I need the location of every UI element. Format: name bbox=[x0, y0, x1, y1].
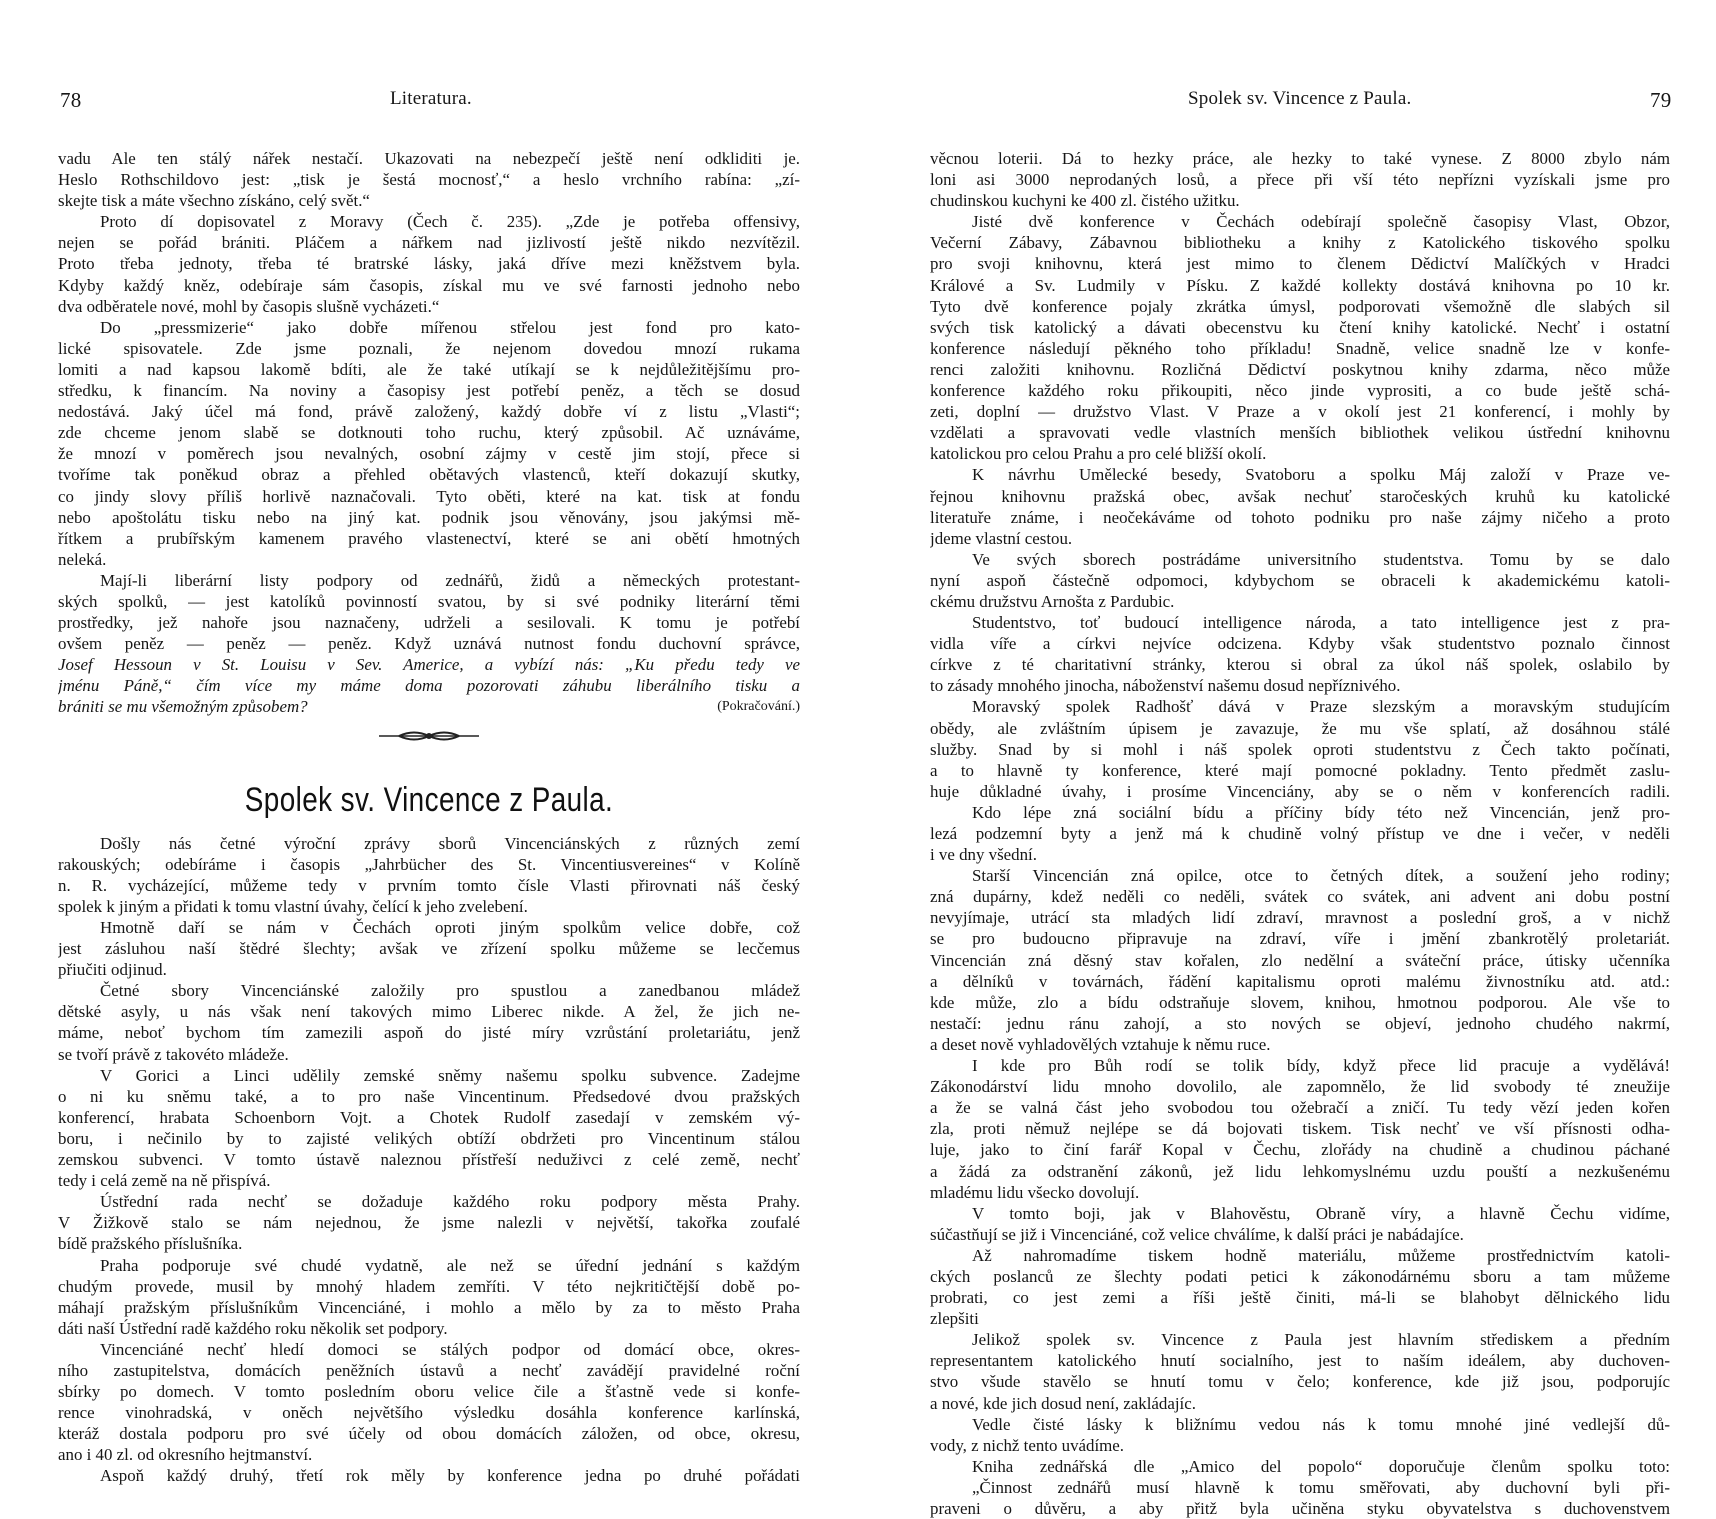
text-line: vidla víře a církvi nejvíce odcizena. Kdyby však studentstvo poznalo činnost bbox=[930, 634, 1670, 654]
text-line: praveni o důvěru, a aby přitž byla učiněna styku obyvatelstva s duchovenstvem bbox=[930, 1499, 1670, 1518]
left-running-head: Literatura. bbox=[390, 88, 472, 109]
text-line: a nové, kde jich dosud není, zakládajíc. bbox=[930, 1393, 1196, 1413]
continued-note: (Pokračování.) bbox=[717, 699, 800, 715]
ornamental-rule-icon bbox=[58, 726, 800, 746]
text-line: Zákonodárství lidu mnoho dovolilo, ale zapomnělo, že lid svobody té zneužije bbox=[930, 1077, 1670, 1097]
text-line: lomiti a nad kapsou lakomě bdíti, ale že také utíkají se k nejdůležitějšímu pro- bbox=[58, 359, 800, 379]
text-line: neleká. bbox=[58, 549, 107, 569]
text-line: věcnou loterii. Dá to hezky práce, ale hezky to také vynese. Z 8000 zbylo nám bbox=[930, 149, 1670, 168]
text-line: Proto dí dopisovatel z Moravy (Čech č. 235). „Zde je potřeba offensivy, bbox=[100, 212, 800, 232]
text-line: Kdyby každý kněz, odebíraje sám časopis, získal mu ve své farnosti jednoho nebo bbox=[58, 275, 800, 295]
text-line: „Činnost zednářů musí hlavně k tomu směřovati, aby duchovní byli při- bbox=[972, 1477, 1670, 1497]
text-line: pro svoji knihovnu, která jest mimo to členem Dědictví Malíčkých v Hradci bbox=[930, 254, 1670, 274]
text-line: jest zásluhou naší štědré šlechty; avšak ve zřízení spolku můžeme se lecčemus bbox=[58, 939, 800, 959]
closing-quote-text: brániti se mu všemožným způsobem? bbox=[58, 697, 308, 717]
text-line: lezá podzemní byty a jenž má k chudině volný přístup ve dne i večer, v neděli bbox=[930, 824, 1670, 843]
text-line: I kde pro Bůh rodí se tolik bídy, když přece lid pracuje a vydělává! bbox=[972, 1056, 1670, 1076]
text-line: Heslo Rothschildovo jest: „tisk je šestá mocnosť,“ a heslo vrchního rabína: „zí- bbox=[58, 170, 800, 190]
text-line: Proto třeba jednoty, třeba té bratrské lásky, jaká dříve mezi kněžstvem byla. bbox=[58, 254, 800, 274]
text-line: Kniha zednářská dle „Amico del popolo“ doporučuje členům spolku toto: bbox=[972, 1456, 1670, 1476]
text-line: probrati, co jest zemi a říši ještě činiti, má-li se blahobyt dělnického lidu bbox=[930, 1288, 1670, 1308]
text-line: dětské asyly, u nás však není takových mimo Liberec nikde. A žel, že jich ne- bbox=[58, 1002, 800, 1022]
text-line: renci založiti knihovnu. Rozličná Dědictví poskytnou knihy zdarma, něco může bbox=[930, 359, 1670, 379]
text-line: ských spolků, — jest katolíků povinností svatou, by si své podniky literární těmi bbox=[58, 591, 800, 611]
text-line: spolek k jiným a přidati k tomu vlastní úvahy, čelící k jeho zvelebení. bbox=[58, 896, 528, 916]
right-column bbox=[930, 148, 1670, 1519]
text-line: zeti, doplní — družstvo Vlast. V Praze a v okolí jest 21 konferencí, i mohly by bbox=[930, 402, 1670, 422]
text-line: obědy, ale zvláštním úpisem je zavazuje, že mu vše splatí, až dosáhnou stálé bbox=[930, 718, 1670, 738]
text-line: kde může, zlo a bídu odstraňuje slovem, knihou, hmotnou podporou. Ale vše to bbox=[930, 992, 1670, 1012]
text-line: rence vinohradská, v oněch největšího výsledku dosáhla konference karlínská, bbox=[58, 1403, 800, 1423]
text-line: lické spisovatele. Zde jsme poznali, že nejenom dovedou mnozí rukama bbox=[58, 338, 800, 358]
text-line: to zásady mnohého jinocha, náboženství našemu dosud nepříznivého. bbox=[930, 676, 1401, 696]
text-line: V Gorici a Linci udělily zemské sněmy našemu spolku subvence. Zadejme bbox=[100, 1065, 800, 1085]
text-line: V Žižkově stalo se nám nejednou, že jsme nalezli v největší, takořka zoufalé bbox=[58, 1213, 800, 1233]
text-line: stvo všude stavělo se hnutí tomu v čelo; konference, kde již jsou, podporujíc bbox=[930, 1372, 1670, 1392]
text-line: Až nahromadíme tiskem hodně materiálu, můžeme prostřednictvím katoli- bbox=[972, 1245, 1670, 1265]
text-line: skejte tisk a máte všechno získáno, celý svět.“ bbox=[58, 191, 370, 211]
text-line: súčastňují se již i Vincenciáné, což velice chválíme, k další práci je nabádajíce. bbox=[930, 1224, 1464, 1244]
text-line: Studentstvo, toť budoucí intelligence národa, a tato intelligence jest z pra- bbox=[972, 613, 1670, 633]
text-line: i ve dny všední. bbox=[930, 845, 1037, 865]
text-line: Došly nás četné výroční zprávy sborů Vincenciánských z různých zemí bbox=[100, 833, 800, 853]
text-line: Četné sbory Vincenciánské založily pro spustlou a zanedbanou mládež bbox=[100, 981, 800, 1001]
text-line: Praha podporuje své chudé vydatně, ale než se úřední jednání s každým bbox=[100, 1255, 800, 1275]
text-line: vzdělati a spravovati vedle vlastních menších bibliothek velikou ústřední knihovnu bbox=[930, 423, 1670, 443]
text-line: se tvoří právě z takovéto mládeže. bbox=[58, 1044, 289, 1064]
text-line: se pro budoucno připravuje na zdraví, víře i jmění zbankrotělý proletariát. bbox=[930, 929, 1670, 949]
text-line: ovšem peněz — peněz — peněz. Když uznává nutnost fondu duchovní správce, bbox=[58, 634, 800, 654]
text-line: ckých poslanců ze šlechty podati petici k zákonodárnému sboru a tam můžeme bbox=[930, 1266, 1670, 1286]
text-line: máhají pražským příslušníkům Vincenciáné, i mohlo a mělo by za to město Praha bbox=[58, 1297, 800, 1317]
text-line: katolickou pro celou Prahu a pro celé bližší okolí. bbox=[930, 444, 1267, 464]
text-line: Tyto dvě konference pojaly zkrátka úmysl, podporovati všemožně dle slabých sil bbox=[930, 296, 1670, 316]
text-line: sbírky po domech. V tomto posledním oboru velice čile a šťastně vede si konfe- bbox=[58, 1382, 800, 1402]
text-line: ního zastupitelstva, domácích peněžních ústavů a nechť zavádějí pravidelné roční bbox=[58, 1360, 800, 1380]
text-line: přiučiti odjinud. bbox=[58, 960, 167, 980]
text-line: huje důkladné úvahy, i prosíme Vincenciány, aby se o něm v konferencích radili. bbox=[930, 781, 1670, 801]
text-line: Starší Vincencián zná opilce, otce to četných dítek, a soužení jeho rodiny; bbox=[972, 866, 1670, 886]
text-line: konference následují pěkného toho příkladu! Snadně, velice snadně lze v konfe- bbox=[930, 338, 1670, 358]
text-line: Králové a Sv. Ludmily v Písku. Z každé kollekty dostává knihovna po 10 kr. bbox=[930, 275, 1670, 295]
text-line: služby. Snad by si mohl i náš spolek oproti studentstvu z Čech takto počínati, bbox=[930, 739, 1670, 759]
text-line: prostředky, jež nahoře jsou naznačeny, udrželi a sesilovali. K tomu je potřebí bbox=[58, 613, 800, 633]
text-line: vadu Ale ten stálý nářek nestačí. Ukazovati na nebezpečí ještě není odkliditi je. bbox=[58, 149, 800, 168]
text-line: konferencí, hrabata Schoenborn Vojt. a Chotek Rudolf zasedají v zemském vý- bbox=[58, 1107, 800, 1127]
text-line: Moravský spolek Radhošť dává v Praze slezským a moravským studujícím bbox=[972, 697, 1670, 717]
text-line: mladému lidu všecko dovolují. bbox=[930, 1182, 1140, 1202]
text-line: V tomto boji, jak v Blahověstu, Obraně víry, a hlavně Čechu vidíme, bbox=[972, 1203, 1670, 1223]
text-line: Večerní Zábavy, Zábavnou bibliotheku a knihy z Katolického tiskového spolku bbox=[930, 233, 1670, 253]
text-line: a žádá za odstranění zákonů, jež lidu lehkomyslnému uzdu pouští a nezkušenému bbox=[930, 1161, 1670, 1181]
text-line: ano i 40 zl. od okresního hejtmanství. bbox=[58, 1445, 313, 1465]
text-line: jdeme vlastní cestou. bbox=[930, 528, 1073, 548]
text-line: a to hlavně ty konference, které mají pomocné pokladny. Tento předmět zaslu- bbox=[930, 760, 1670, 780]
text-line: nejen se pořád brániti. Pláčem a nářkem nad jizlivostí ještě nikdo nezvítězil. bbox=[58, 233, 800, 253]
text-line: literatuře známe, i neočekáváme od tohoto podniku pro naše zájmy ničeho a proto bbox=[930, 507, 1670, 527]
text-line: o ni ku sněmu také, a to pro naše Vincentinum. Předsedové dvou pražských bbox=[58, 1086, 800, 1106]
text-line: svých tisk katolický a dávati obecenstvu ku čtení knihy katolické. Nechť i ostatní bbox=[930, 317, 1670, 337]
text-line: nestačí: jednu ránu zahojí, a sto nových se objeví, jednoho chudého nakrmí, bbox=[930, 1013, 1670, 1033]
text-line: vody, z nichž tento uvádíme. bbox=[930, 1435, 1125, 1455]
text-line: Ve svých sborech postrádáme universitního studentstva. Tomu by se dalo bbox=[972, 549, 1670, 569]
text-line: nyní aspoň částečně odpomoci, kdybychom se obraceli k akademickému katoli- bbox=[930, 570, 1670, 590]
text-line: nedostává. Jaký účel má fond, právě založený, každý dobře ví z listu „Vlasti“; bbox=[58, 402, 800, 422]
text-line: rakouských; odebíráme i časopis „Jahrbücher des St. Vincentiusvereines“ v Kolíně bbox=[58, 854, 800, 874]
text-line: Vedle čisté lásky k bližnímu vedou nás k tomu mnohé jiné vedlejší dů- bbox=[972, 1414, 1670, 1434]
article-title: Spolek sv. Vincence z Paula. bbox=[244, 780, 614, 819]
text-line: že mnozí v poměrech jsou nevalných, osobní zájmy v cestě jim stojí, přece si bbox=[58, 444, 800, 464]
text-line-with-note bbox=[58, 696, 800, 717]
text-line: ckému družstvu Arnošta z Pardubic. bbox=[930, 591, 1175, 611]
left-column bbox=[58, 148, 800, 1487]
text-line: Ústřední rada nechť se dožaduje každého roku podpory města Prahy. bbox=[100, 1192, 800, 1212]
text-line: co jindy slovy příliš horlivě naznačovali. Tyto oběti, které na kat. tisk at fondu bbox=[58, 486, 800, 506]
text-line: kteráž dostala podporu pro své účely od obou domácích záložen, od obce, okresu, bbox=[58, 1424, 800, 1444]
text-line: Vincencián zná děsný stav kořalen, zlo nedělní a sváteční práce, útisky učenníka bbox=[930, 950, 1670, 970]
text-line: Jelikož spolek sv. Vincence z Paula jest hlavním střediskem a předním bbox=[972, 1330, 1670, 1350]
text-line: středku, k financím. Na noviny a časopisy jest potřebí peněz, a těch se dosud bbox=[58, 381, 800, 401]
text-line: Hmotně daří se nám v Čechách oproti jiným spolkům velice dobře, což bbox=[100, 918, 800, 937]
text-line: zná dupárny, kdež neděli co neděli, svátek co svátek, ani advent ani dobu postní bbox=[930, 887, 1670, 907]
text-line: zemskou subvenci. V tomto ústavě naleznou přístřeší neduživci z celé země, nechť bbox=[58, 1150, 800, 1170]
right-page-number: 79 bbox=[1650, 88, 1672, 112]
text-line: Aspoň každý druhý, třetí rok měly by konference jedna po druhé pořádati bbox=[100, 1466, 800, 1486]
text-line: chudinskou kuchyni ke 400 zl. čistého užitku. bbox=[930, 191, 1240, 211]
left-page bbox=[0, 0, 858, 1500]
text-line: Josef Hessoun v St. Louisu v Sev. Americe, a vybízí nás: „Ku předu tedy ve bbox=[58, 655, 800, 675]
text-line: a dělníků v továrnách, řádění kapitalismu oproti malému živnostníku atd. atd.: bbox=[930, 971, 1670, 991]
text-line: nevyjímaje, utrácí sta mladých lidí zdraví, mravnost a poslední groš, a v nichž bbox=[930, 908, 1670, 928]
text-line: Mají-li liberární listy podpory od zednářů, židů a německých protestant- bbox=[100, 570, 800, 590]
text-line: konference každého roku přikoupiti, něco jinde vyprositi, a co bude ještě schá- bbox=[930, 381, 1670, 401]
text-line: jménu Páně,“ čím více my máme doma pozorovati záhubu liberálního tisku a bbox=[58, 676, 800, 696]
text-line: Vincenciáné nechť hledí domoci se stálých podpor od domácí obce, okres- bbox=[100, 1339, 800, 1359]
text-line: řejnou knihovnu pražská obec, avšak nechuť staročeských kruhů ku katolické bbox=[930, 486, 1670, 506]
text-line: tvoříme tak poněkud obraz a přehled obětavých vlastenců, kteří dokazují skutky, bbox=[58, 465, 800, 485]
text-line: representantem katolického hnutí socialního, jest to naším ideálem, aby duchoven- bbox=[930, 1351, 1670, 1371]
text-line: církve z té charitativní stránky, kterou si obral za úkol náš spolek, oslabilo by bbox=[930, 655, 1670, 675]
text-line: a že se valná část jeho svobodou tou ožebračí a zničí. Tu tedy vězí jeden kořen bbox=[930, 1098, 1670, 1118]
text-line: K návrhu Umělecké besedy, Svatoboru a spolku Máj založí v Praze ve- bbox=[972, 465, 1670, 485]
text-line: dáti naší Ústřední radě každého roku několik set podpory. bbox=[58, 1318, 448, 1338]
text-line: bídě pražského příslušníka. bbox=[58, 1234, 243, 1254]
right-page bbox=[858, 0, 1716, 1518]
text-line: Kdo lépe zná sociální bídu a příčiny bídy této než Vincencián, jenž pro- bbox=[972, 802, 1670, 822]
text-line: a deset nově vyhladovělých vztahuje k němu ruce. bbox=[930, 1034, 1271, 1054]
text-line: zla, proti němuž nejlépe se dá bojovati tiskem. Tisk nechť ve vší přísnosti odha- bbox=[930, 1119, 1670, 1139]
text-line: loni asi 3000 neprodaných losů, a přece při vší této nepřízni vyzískali jsme pro bbox=[930, 170, 1670, 190]
right-running-head: Spolek sv. Vincence z Paula. bbox=[1188, 88, 1412, 109]
text-line: Do „pressmizerie“ jako dobře mířenou střelou jest fond pro kato- bbox=[100, 317, 800, 337]
text-line: tedy i celá země na ně přispívá. bbox=[58, 1171, 271, 1191]
text-line: nebo apoštolátu tisku nebo na jiný kat. podnik jsou věnovány, jsou jakýmsi mě- bbox=[58, 507, 800, 527]
text-line: řítkem a prubířským kamenem pravého vlastenectví, které se ani obětí hmotných bbox=[58, 528, 800, 548]
text-line: zde chceme jenom slabě se dotknouti toho ruchu, který způsobil. Ač uznáváme, bbox=[58, 423, 800, 443]
text-line: zlepšiti bbox=[930, 1309, 979, 1329]
text-line: dva odběratele nové, mohl by časopis slušně vycházeti.“ bbox=[58, 296, 440, 316]
text-line: luje, jako to činí farář Kopal v Čechu, zlořády na chudině a chudinou páchané bbox=[930, 1140, 1670, 1160]
text-line: chudým provede, musil by mnohý hladem zemříti. V této nejkritičtější době po- bbox=[58, 1276, 800, 1296]
text-line: boru, i nečinilo by to zajisté velikých obtíží obdržeti pro Vincentinum stálou bbox=[58, 1128, 800, 1148]
left-page-number: 78 bbox=[60, 88, 82, 112]
text-line: Jisté dvě konference v Čechách odebírají společně časopisy Vlast, Obzor, bbox=[972, 212, 1670, 232]
text-line: n. R. vycházející, můžeme tedy v prvním tomto čísle Vlasti přirovnati náš český bbox=[58, 875, 800, 895]
text-line: máme, neboť bychom tím zamezili aspoň do jisté míry vzrůstání proletariátu, jenž bbox=[58, 1023, 800, 1043]
